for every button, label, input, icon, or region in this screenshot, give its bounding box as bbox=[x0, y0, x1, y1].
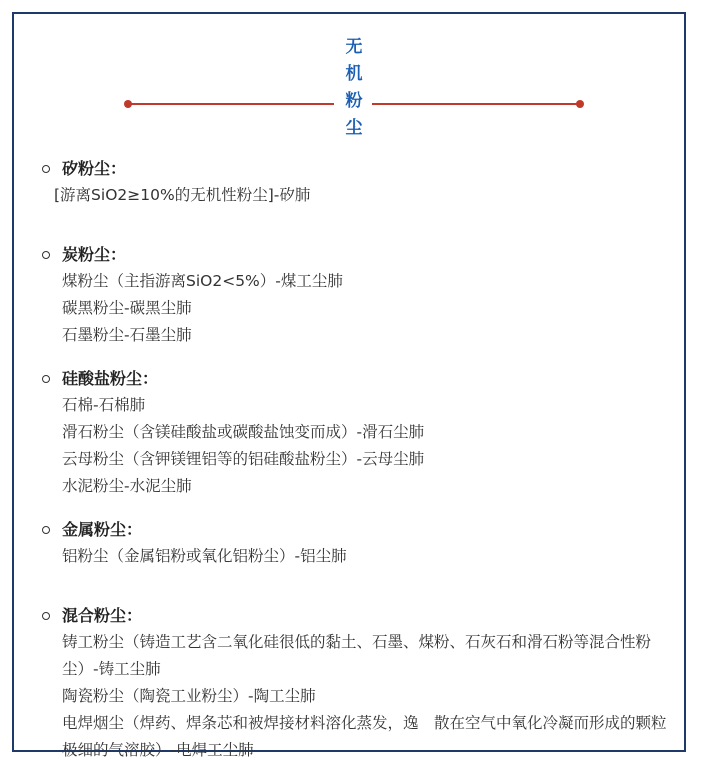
list-item: 电焊烟尘（焊药、焊条芯和被焊接材料溶化蒸发，逸 散在空气中氧化冷凝而形成的颗粒极细的气溶胶）-电焊工尘肺 bbox=[62, 714, 667, 759]
list-item: 碳黑粉尘-碳黑尘肺 bbox=[62, 299, 192, 317]
section-metal bbox=[42, 517, 682, 586]
list-item: 水泥粉尘-水泥尘肺 bbox=[62, 477, 192, 495]
section-title: 矽粉尘： bbox=[62, 159, 127, 178]
section-header bbox=[42, 517, 682, 543]
section-mixed bbox=[42, 603, 682, 764]
divider-line-left bbox=[128, 103, 334, 105]
bullet-circle-icon bbox=[42, 165, 50, 173]
section-title: 炭粉尘： bbox=[62, 245, 127, 264]
list-item: 陶瓷粉尘（陶瓷工业粉尘）-陶工尘肺 bbox=[62, 687, 316, 705]
section-title: 金属粉尘： bbox=[62, 520, 143, 539]
list-item: 石墨粉尘-石墨尘肺 bbox=[62, 326, 192, 344]
list-item: 云母粉尘（含钾镁锂铝等的铝硅酸盐粉尘）-云母尘肺 bbox=[62, 450, 425, 468]
bullet-circle-icon bbox=[42, 375, 50, 383]
page-title: 无机粉尘 bbox=[345, 37, 363, 138]
list-item: 铝粉尘（金属铝粉或氧化铝粉尘）-铝尘肺 bbox=[62, 547, 347, 565]
list-item: 滑石粉尘（含镁硅酸盐或碳酸盐蚀变而成）-滑石尘肺 bbox=[62, 423, 425, 441]
content-frame bbox=[12, 12, 686, 759]
section-header bbox=[42, 603, 682, 629]
divider-line-right bbox=[372, 103, 580, 105]
divider-dot-right bbox=[576, 100, 584, 108]
bullet-circle-icon bbox=[42, 251, 50, 259]
section-header bbox=[42, 156, 682, 182]
section-header bbox=[42, 242, 682, 268]
section-header bbox=[42, 366, 682, 392]
list-item: 铸工粉尘（铸造工艺含二氧化硅很低的黏土、石墨、煤粉、石灰石和滑石粉等混合性粉尘）-铸工尘肺 bbox=[62, 633, 652, 678]
section-silicate bbox=[42, 366, 682, 500]
section-title: 硅酸盐粉尘： bbox=[62, 369, 159, 388]
bullet-circle-icon bbox=[42, 526, 50, 534]
dust-list bbox=[42, 156, 682, 781]
section-title: 混合粉尘： bbox=[62, 606, 143, 625]
section-silica bbox=[42, 156, 682, 225]
bullet-circle-icon bbox=[42, 612, 50, 620]
header bbox=[14, 34, 684, 144]
list-item: 煤粉尘（主指游离SiO2<5%）-煤工尘肺 bbox=[62, 272, 343, 290]
list-item: 石棉-石棉肺 bbox=[62, 396, 146, 414]
list-item: [游离SiO2≥10%的无机性粉尘]-矽肺 bbox=[54, 186, 311, 204]
section-carbon bbox=[42, 242, 682, 349]
